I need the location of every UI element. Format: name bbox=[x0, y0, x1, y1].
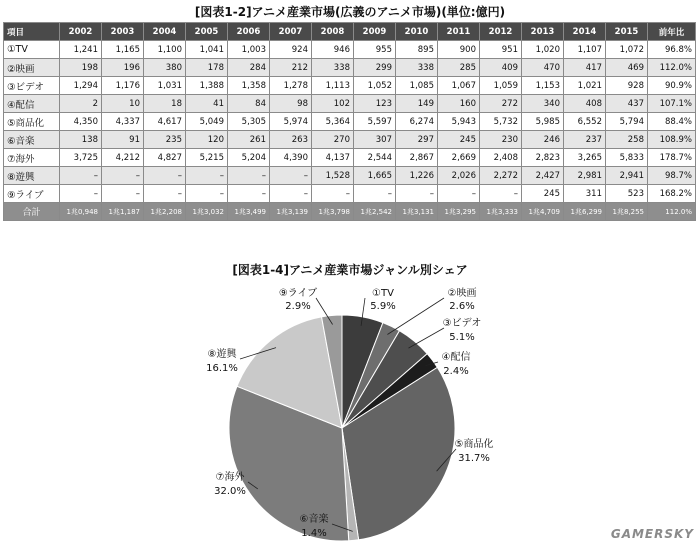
pie-label: ⑦海外 bbox=[215, 472, 245, 483]
cell-value: – bbox=[270, 167, 312, 185]
row-category: ⑦海外 bbox=[4, 149, 60, 167]
header-year-2002: 2002 bbox=[60, 23, 102, 41]
cell-value: 1,176 bbox=[102, 77, 144, 95]
header-year-2014: 2014 bbox=[564, 23, 606, 41]
table-title: [図表1-2]アニメ産業市場(広義のアニメ市場)(単位:億円) bbox=[194, 5, 506, 19]
cell-value: 1,052 bbox=[354, 77, 396, 95]
cell-value: 5,974 bbox=[270, 113, 312, 131]
cell-value: 98 bbox=[270, 95, 312, 113]
cell-value: – bbox=[354, 185, 396, 203]
cell-value: 1,294 bbox=[60, 77, 102, 95]
pie-value-label: 32.0% bbox=[214, 486, 246, 497]
cell-value: 5,597 bbox=[354, 113, 396, 131]
row-category: ④配信 bbox=[4, 95, 60, 113]
row-category: ②映画 bbox=[4, 59, 60, 77]
cell-value: 1,059 bbox=[480, 77, 522, 95]
header-year-2005: 2005 bbox=[186, 23, 228, 41]
row-category: ①TV bbox=[4, 41, 60, 59]
cell-value: 263 bbox=[270, 131, 312, 149]
cell-value: – bbox=[480, 185, 522, 203]
cell-ratio: 90.9% bbox=[648, 77, 696, 95]
cell-value: 951 bbox=[480, 41, 522, 59]
cell-ratio: 96.8% bbox=[648, 41, 696, 59]
pie-label: ②映画 bbox=[447, 288, 477, 299]
cell-value: 408 bbox=[564, 95, 606, 113]
header-year-2006: 2006 bbox=[228, 23, 270, 41]
cell-value: 1,113 bbox=[312, 77, 354, 95]
cell-value: – bbox=[102, 167, 144, 185]
cell-value: 198 bbox=[60, 59, 102, 77]
cell-value: 235 bbox=[144, 131, 186, 149]
total-value: 1兆2,542 bbox=[354, 203, 396, 221]
cell-value: 5,833 bbox=[606, 149, 648, 167]
cell-value: 246 bbox=[522, 131, 564, 149]
cell-value: 230 bbox=[480, 131, 522, 149]
total-value: 1兆1,187 bbox=[102, 203, 144, 221]
cell-value: 437 bbox=[606, 95, 648, 113]
header-ratio: 前年比 bbox=[648, 23, 696, 41]
cell-value: 1,031 bbox=[144, 77, 186, 95]
cell-value: 1,241 bbox=[60, 41, 102, 59]
cell-value: 946 bbox=[312, 41, 354, 59]
cell-value: 237 bbox=[564, 131, 606, 149]
cell-value: 5,049 bbox=[186, 113, 228, 131]
pie-label: ④配信 bbox=[441, 352, 471, 363]
row-category: ⑤商品化 bbox=[4, 113, 60, 131]
cell-value: 5,204 bbox=[228, 149, 270, 167]
header-item: 項目 bbox=[4, 23, 60, 41]
header-year-2004: 2004 bbox=[144, 23, 186, 41]
cell-value: – bbox=[312, 185, 354, 203]
cell-value: 270 bbox=[312, 131, 354, 149]
cell-value: 160 bbox=[438, 95, 480, 113]
cell-value: 5,943 bbox=[438, 113, 480, 131]
cell-value: 5,794 bbox=[606, 113, 648, 131]
cell-value: 138 bbox=[60, 131, 102, 149]
total-value: 1兆6,299 bbox=[564, 203, 606, 221]
cell-value: – bbox=[102, 185, 144, 203]
cell-value: 1,100 bbox=[144, 41, 186, 59]
cell-value: 1,278 bbox=[270, 77, 312, 95]
cell-value: 1,153 bbox=[522, 77, 564, 95]
cell-value: 178 bbox=[186, 59, 228, 77]
cell-value: 338 bbox=[396, 59, 438, 77]
row-category: ③ビデオ bbox=[4, 77, 60, 95]
total-value: 1兆3,499 bbox=[228, 203, 270, 221]
cell-value: 261 bbox=[228, 131, 270, 149]
pie-label: ⑥音楽 bbox=[299, 514, 329, 525]
cell-value: 299 bbox=[354, 59, 396, 77]
cell-value: – bbox=[186, 185, 228, 203]
cell-value: 1,665 bbox=[354, 167, 396, 185]
pie-value-label: 5.1% bbox=[449, 332, 475, 343]
cell-value: 409 bbox=[480, 59, 522, 77]
cell-value: 4,617 bbox=[144, 113, 186, 131]
total-value: 1兆3,333 bbox=[480, 203, 522, 221]
row-category: ⑥音楽 bbox=[4, 131, 60, 149]
cell-value: 1,226 bbox=[396, 167, 438, 185]
cell-value: 212 bbox=[270, 59, 312, 77]
cell-value: 417 bbox=[564, 59, 606, 77]
cell-value: 895 bbox=[396, 41, 438, 59]
cell-value: 900 bbox=[438, 41, 480, 59]
cell-value: 1,388 bbox=[186, 77, 228, 95]
pie-value-label: 5.9% bbox=[370, 301, 396, 312]
header-year-2011: 2011 bbox=[438, 23, 480, 41]
cell-value: – bbox=[396, 185, 438, 203]
cell-value: 5,364 bbox=[312, 113, 354, 131]
pie-label: ①TV bbox=[372, 288, 394, 299]
cell-value: 258 bbox=[606, 131, 648, 149]
pie-label: ③ビデオ bbox=[442, 318, 482, 329]
cell-value: 1,021 bbox=[564, 77, 606, 95]
cell-value: 245 bbox=[522, 185, 564, 203]
cell-value: 4,390 bbox=[270, 149, 312, 167]
cell-value: 4,337 bbox=[102, 113, 144, 131]
cell-value: 18 bbox=[144, 95, 186, 113]
watermark: GAMERSKY bbox=[610, 527, 694, 541]
cell-value: 3,725 bbox=[60, 149, 102, 167]
row-category: ⑧遊興 bbox=[4, 167, 60, 185]
cell-value: 928 bbox=[606, 77, 648, 95]
cell-ratio: 112.0% bbox=[648, 59, 696, 77]
cell-value: 1,107 bbox=[564, 41, 606, 59]
cell-value: – bbox=[60, 185, 102, 203]
cell-value: 2 bbox=[60, 95, 102, 113]
cell-ratio: 168.2% bbox=[648, 185, 696, 203]
header-year-2013: 2013 bbox=[522, 23, 564, 41]
cell-ratio: 108.9% bbox=[648, 131, 696, 149]
cell-value: 272 bbox=[480, 95, 522, 113]
cell-value: 6,274 bbox=[396, 113, 438, 131]
cell-value: 285 bbox=[438, 59, 480, 77]
cell-value: 2,941 bbox=[606, 167, 648, 185]
cell-value: 41 bbox=[186, 95, 228, 113]
cell-value: 120 bbox=[186, 131, 228, 149]
cell-value: 84 bbox=[228, 95, 270, 113]
cell-value: 1,528 bbox=[312, 167, 354, 185]
pie-label: ⑧遊興 bbox=[207, 349, 237, 360]
cell-value: 2,981 bbox=[564, 167, 606, 185]
total-value: 1兆8,255 bbox=[606, 203, 648, 221]
cell-value: 380 bbox=[144, 59, 186, 77]
cell-value: 307 bbox=[354, 131, 396, 149]
pie-value-label: 2.9% bbox=[285, 301, 311, 312]
cell-value: 4,827 bbox=[144, 149, 186, 167]
cell-value: 1,020 bbox=[522, 41, 564, 59]
cell-value: 6,552 bbox=[564, 113, 606, 131]
cell-ratio: 107.1% bbox=[648, 95, 696, 113]
pie-leader-line bbox=[387, 298, 444, 335]
cell-value: – bbox=[144, 185, 186, 203]
pie-leader-line bbox=[409, 328, 445, 348]
cell-value: 4,350 bbox=[60, 113, 102, 131]
cell-value: 2,669 bbox=[438, 149, 480, 167]
cell-value: – bbox=[60, 167, 102, 185]
cell-value: 1,003 bbox=[228, 41, 270, 59]
cell-value: 1,067 bbox=[438, 77, 480, 95]
cell-value: – bbox=[228, 167, 270, 185]
cell-value: 284 bbox=[228, 59, 270, 77]
cell-value: – bbox=[438, 185, 480, 203]
cell-ratio: 178.7% bbox=[648, 149, 696, 167]
cell-value: 3,265 bbox=[564, 149, 606, 167]
cell-value: 1,041 bbox=[186, 41, 228, 59]
cell-value: 2,408 bbox=[480, 149, 522, 167]
cell-value: 149 bbox=[396, 95, 438, 113]
cell-value: 1,085 bbox=[396, 77, 438, 95]
cell-value: 297 bbox=[396, 131, 438, 149]
cell-value: 2,823 bbox=[522, 149, 564, 167]
total-value: 1兆0,948 bbox=[60, 203, 102, 221]
cell-value: 470 bbox=[522, 59, 564, 77]
cell-ratio: 98.7% bbox=[648, 167, 696, 185]
cell-value: 2,544 bbox=[354, 149, 396, 167]
cell-value: 311 bbox=[564, 185, 606, 203]
header-year-2009: 2009 bbox=[354, 23, 396, 41]
pie-value-label: 1.4% bbox=[301, 528, 327, 539]
total-value: 1兆4,709 bbox=[522, 203, 564, 221]
cell-value: 196 bbox=[102, 59, 144, 77]
cell-value: – bbox=[186, 167, 228, 185]
header-year-2012: 2012 bbox=[480, 23, 522, 41]
cell-value: 1,072 bbox=[606, 41, 648, 59]
cell-value: 5,215 bbox=[186, 149, 228, 167]
cell-value: 1,165 bbox=[102, 41, 144, 59]
pie-title: [図表1-4]アニメ産業市場ジャンル別シェア bbox=[232, 263, 468, 277]
cell-value: – bbox=[228, 185, 270, 203]
cell-value: 523 bbox=[606, 185, 648, 203]
cell-value: 5,732 bbox=[480, 113, 522, 131]
total-value: 1兆3,032 bbox=[186, 203, 228, 221]
cell-value: 245 bbox=[438, 131, 480, 149]
cell-value: 102 bbox=[312, 95, 354, 113]
total-label: 合計 bbox=[4, 203, 60, 221]
row-category: ⑨ライブ bbox=[4, 185, 60, 203]
cell-value: 2,026 bbox=[438, 167, 480, 185]
pie-value-label: 2.6% bbox=[449, 301, 475, 312]
pie-value-label: 31.7% bbox=[458, 453, 490, 464]
cell-value: 123 bbox=[354, 95, 396, 113]
cell-value: 4,137 bbox=[312, 149, 354, 167]
cell-value: 5,985 bbox=[522, 113, 564, 131]
cell-value: – bbox=[270, 185, 312, 203]
header-year-2007: 2007 bbox=[270, 23, 312, 41]
cell-value: 1,358 bbox=[228, 77, 270, 95]
cell-value: 469 bbox=[606, 59, 648, 77]
pie-label: ⑨ライブ bbox=[278, 288, 318, 299]
header-year-2015: 2015 bbox=[606, 23, 648, 41]
cell-value: 340 bbox=[522, 95, 564, 113]
cell-value: 2,272 bbox=[480, 167, 522, 185]
cell-value: 924 bbox=[270, 41, 312, 59]
cell-value: 4,212 bbox=[102, 149, 144, 167]
total-value: 1兆3,139 bbox=[270, 203, 312, 221]
header-year-2010: 2010 bbox=[396, 23, 438, 41]
cell-value: 338 bbox=[312, 59, 354, 77]
cell-value: 5,305 bbox=[228, 113, 270, 131]
total-ratio: 112.0% bbox=[648, 203, 696, 221]
cell-value: 91 bbox=[102, 131, 144, 149]
header-year-2003: 2003 bbox=[102, 23, 144, 41]
pie-value-label: 2.4% bbox=[443, 366, 469, 377]
pie-label: ⑤商品化 bbox=[454, 439, 494, 450]
cell-value: 2,427 bbox=[522, 167, 564, 185]
cell-value: – bbox=[144, 167, 186, 185]
pie-value-label: 16.1% bbox=[206, 363, 238, 374]
total-value: 1兆2,208 bbox=[144, 203, 186, 221]
total-value: 1兆3,295 bbox=[438, 203, 480, 221]
cell-value: 10 bbox=[102, 95, 144, 113]
total-value: 1兆3,131 bbox=[396, 203, 438, 221]
cell-ratio: 88.4% bbox=[648, 113, 696, 131]
cell-value: 2,867 bbox=[396, 149, 438, 167]
header-year-2008: 2008 bbox=[312, 23, 354, 41]
cell-value: 955 bbox=[354, 41, 396, 59]
total-value: 1兆3,798 bbox=[312, 203, 354, 221]
